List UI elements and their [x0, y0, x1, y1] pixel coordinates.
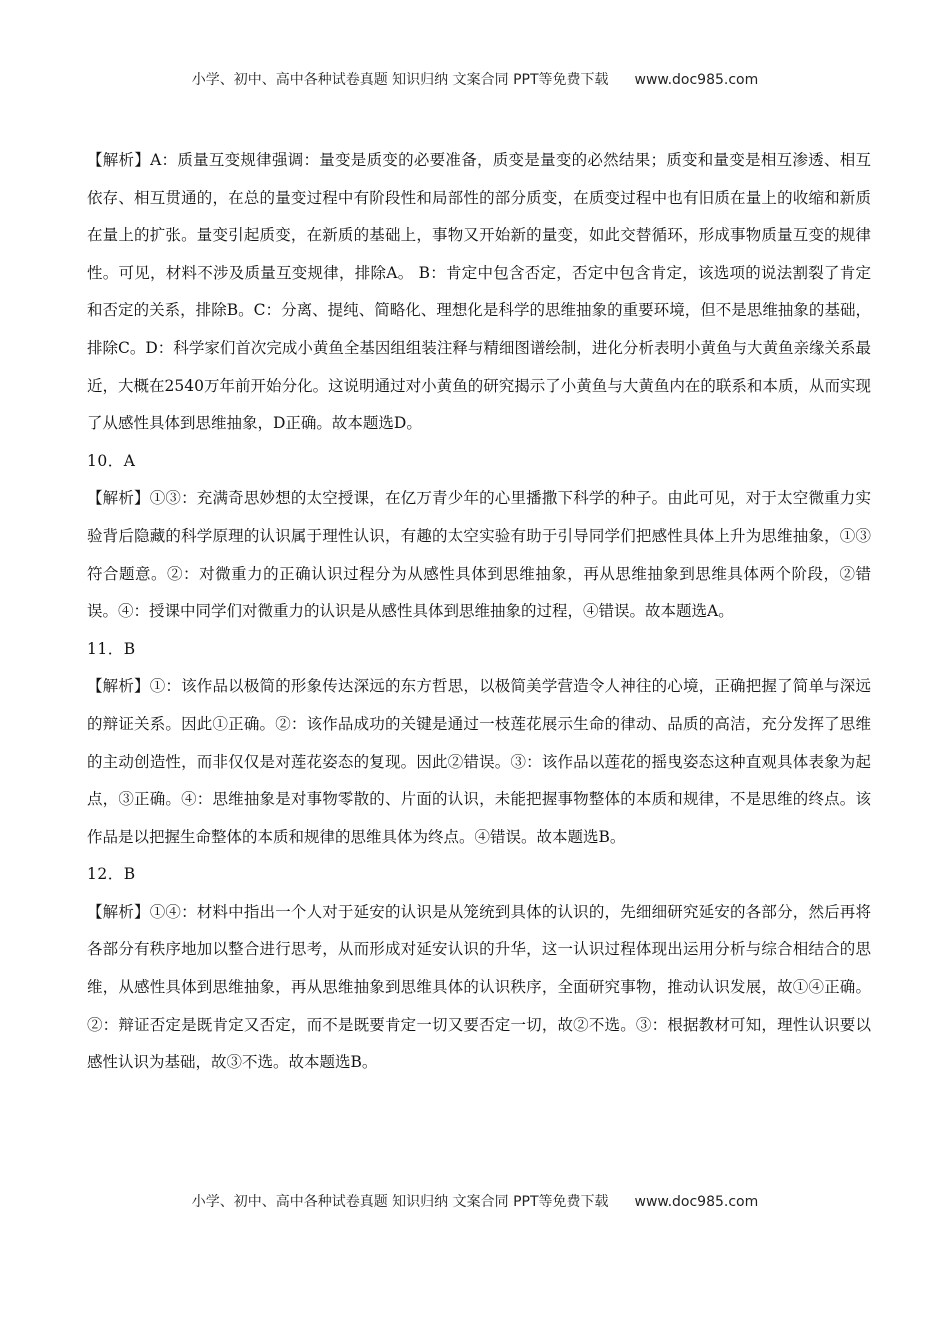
- header-text: 小学、初中、高中各种试卷真题 知识归纳 文案合同 PPT等免费下载: [191, 72, 609, 88]
- page-footer: [0, 1191, 950, 1211]
- footer-url-link[interactable]: www.doc985.com: [634, 1194, 759, 1210]
- page-header: [0, 69, 950, 89]
- q9-analysis: 【解析】A：质量互变规律强调：量变是质变的必要准备，质变是量变的必然结果；质变和量变是相互渗透、相互依存、相互贯通的，在总的量变过程中有阶段性和局部性的部分质变，在质变过程中也有旧质在量上的收缩和新质在量上的扩张。量变引起质变，在新质的基础上，事物又开始新的量变，如此交替循环，形成事物质量互变的规律性。可见，材料不涉及质量互变规律，排除A。 B：肯定中包含否定，否定中包含肯定，该选项的说法割裂了肯定和否定的关系，排除B。C：分离、提纯、简略化、理想化是科学的思维抽象的重要环境，但不是思维抽象的基础，排除C。D：科学家们首次完成小黄鱼全基因组组装注释与精细图谱绘制，进化分析表明小黄鱼与大黄鱼亲缘关系最近，大概在2540万年前开始分化。这说明通过对小黄鱼的研究揭示了小黄鱼与大黄鱼内在的联系和本质，从而实现了从感性具体到思维抽象，D正确。故本题选D。: [87, 151, 871, 433]
- answer-content: [87, 142, 871, 1082]
- q11-analysis: 【解析】①：该作品以极简的形象传达深远的东方哲思，以极简美学营造令人神往的心境，正确把握了简单与深远的辩证关系。因此①正确。②：该作品成功的关键是通过一枝莲花展示生命的律动、品质的高洁，充分发挥了思维的主动创造性，而非仅仅是对莲花姿态的复现。因此②错误。③：该作品以莲花的摇曳姿态这种直观具体表象为起点，③正确。④：思维抽象是对事物零散的、片面的认识，未能把握事物整体的本质和规律，不是思维的终点。该作品是以把握生命整体的本质和规律的思维具体为终点。④错误。故本题选B。: [87, 677, 871, 846]
- footer-text: 小学、初中、高中各种试卷真题 知识归纳 文案合同 PPT等免费下载: [191, 1194, 609, 1210]
- q11-answer: 11．B: [87, 639, 136, 658]
- header-url-link[interactable]: www.doc985.com: [634, 72, 759, 88]
- q12-analysis: 【解析】①④：材料中指出一个人对于延安的认识是从笼统到具体的认识的，先细细研究延安的各部分，然后再将各部分有秩序地加以整合进行思考，从而形成对延安认识的升华，这一认识过程体现出运用分析与综合相结合的思维，从感性具体到思维抽象，再从思维抽象到思维具体的认识秩序，全面研究事物，推动认识发展，故①④正确。②：辩证否定是既肯定又否定，而不是既要肯定一切又要否定一切，故②不选。③：根据教材可知，理性认识要以感性认识为基础，故③不选。故本题选B。: [87, 902, 871, 1072]
- q12-answer: 12．B: [87, 865, 136, 884]
- q10-answer: 10．A: [87, 451, 136, 470]
- q10-analysis: 【解析】①③：充满奇思妙想的太空授课，在亿万青少年的心里播撒下科学的种子。由此可见，对于太空微重力实验背后隐藏的科学原理的认识属于理性认识，有趣的太空实验有助于引导同学们把感性具体上升为思维抽象，①③符合题意。②：对微重力的正确认识过程分为从感性具体到思维抽象，再从思维抽象到思维具体两个阶段，②错误。④：授课中同学们对微重力的认识是从感性具体到思维抽象的过程，④错误。故本题选A。: [87, 489, 871, 621]
